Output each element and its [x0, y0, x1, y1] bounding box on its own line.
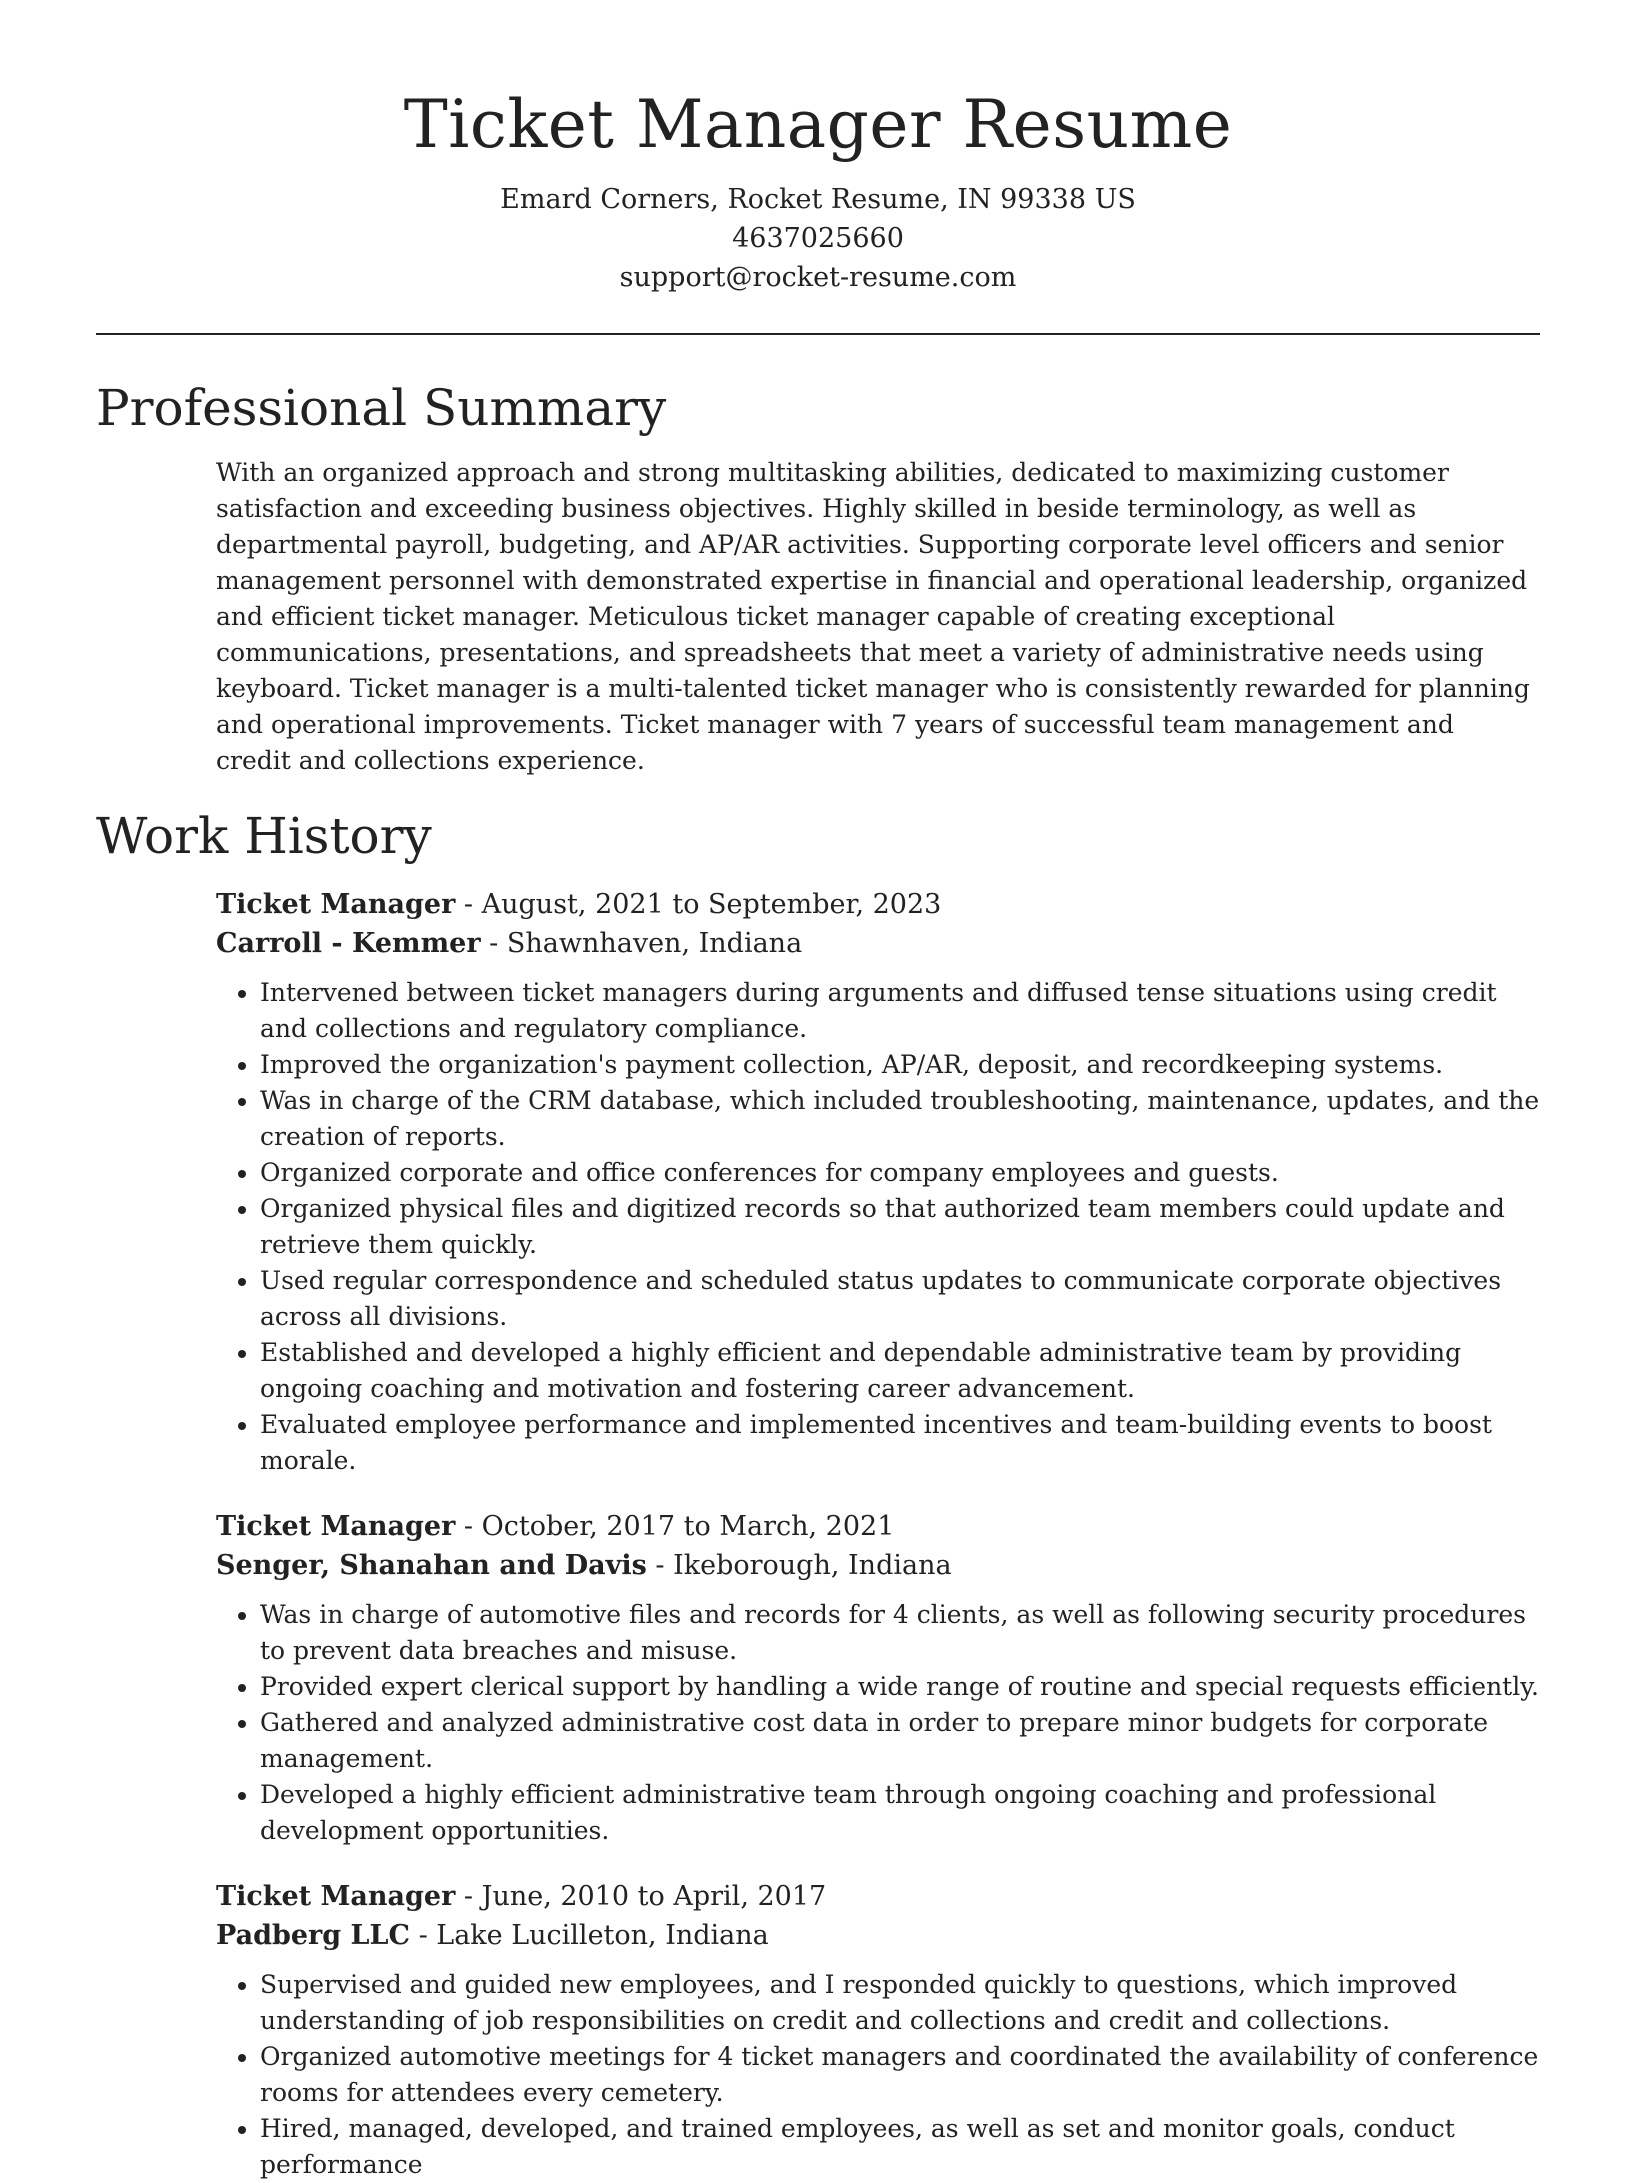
job-bullet: • Supervised and guided new employees, and I responded quickly to questions, which improved understanding of job responsibilities on credit and collections and credit and collections.	[260, 1967, 1540, 2039]
job-company: Carroll - Kemmer	[216, 928, 481, 959]
summary-heading: Professional Summary	[96, 379, 667, 437]
job-bullet: • Developed a highly efficient administrative team through ongoing coaching and professional development opportunities.	[260, 1777, 1540, 1849]
contact-info	[96, 180, 1540, 297]
job-bullets	[216, 1967, 1540, 2183]
summary-text: With an organized approach and strong multitasking abilities, dedicated to maximizing customer satisfaction and exceeding business objectives. Highly skilled in beside terminology, as well as departmental payroll, budgeting, and AP/AR activities. Supporting corporate level officers and senior management personnel with demonstrated expertise in financial and operational leadership, organized and efficient ticket manager. Meticulous ticket manager capable of creating exceptional communications, presentations, and spreadsheets that meet a variety of administrative needs using keyboard. Ticket manager is a multi-talented ticket manager who is consistently rewarded for planning and operational improvements. Ticket manager with 7 years of successful team management and credit and collections experience.	[216, 458, 1530, 775]
job-company: Senger, Shanahan and Davis	[216, 1550, 647, 1581]
job-title-line	[216, 1877, 1540, 1916]
job-title-line	[216, 1507, 1540, 1546]
job-title: Ticket Manager	[216, 1881, 456, 1912]
job-bullet: • Organized corporate and office conferences for company employees and guests.	[260, 1155, 1540, 1191]
contact-address: Emard Corners, Rocket Resume, IN 99338 US	[500, 184, 1136, 215]
job-entry	[216, 1507, 1540, 1849]
resume-header	[96, 0, 1540, 297]
job-bullet: • Evaluated employee performance and implemented incentives and team-building events to boost morale.	[260, 1407, 1540, 1479]
job-title: Ticket Manager	[216, 1511, 456, 1542]
job-bullet: • Established and developed a highly efficient and dependable administrative team by providing ongoing coaching and motivation and fostering career advancement.	[260, 1335, 1540, 1407]
job-entry	[216, 885, 1540, 1479]
job-bullet: • Was in charge of the CRM database, which included troubleshooting, maintenance, updates, and the creation of reports.	[260, 1083, 1540, 1155]
job-location: - Shawnhaven, Indiana	[480, 928, 803, 959]
resume-page	[96, 0, 1540, 2183]
work-history-heading: Work History	[96, 807, 432, 865]
job-dates: - August, 2021 to September, 2023	[455, 889, 942, 920]
contact-email: support@rocket-resume.com	[619, 262, 1017, 293]
contact-phone: 4637025660	[732, 223, 904, 254]
job-bullets	[216, 975, 1540, 1479]
work-history-list	[96, 885, 1540, 2183]
job-dates: - June, 2010 to April, 2017	[455, 1881, 827, 1912]
job-bullet: • Organized automotive meetings for 4 ticket managers and coordinated the availability of conference rooms for attendees every cemetery.	[260, 2039, 1540, 2111]
header-divider	[96, 333, 1540, 335]
job-bullet: • Was in charge of automotive files and records for 4 clients, as well as following security procedures to prevent data breaches and misuse.	[260, 1597, 1540, 1669]
job-bullet: • Intervened between ticket managers during arguments and diffused tense situations using credit and collections and regulatory compliance.	[260, 975, 1540, 1047]
job-bullet: • Gathered and analyzed administrative cost data in order to prepare minor budgets for corporate management.	[260, 1705, 1540, 1777]
resume-title: Ticket Manager Resume	[403, 86, 1233, 163]
job-title: Ticket Manager	[216, 889, 456, 920]
job-company-line	[216, 1916, 1540, 1955]
job-company: Padberg LLC	[216, 1920, 410, 1951]
job-location: - Lake Lucilleton, Indiana	[409, 1920, 769, 1951]
job-bullet: • Organized physical files and digitized records so that authorized team members could update and retrieve them quickly.	[260, 1191, 1540, 1263]
job-dates: - October, 2017 to March, 2021	[455, 1511, 895, 1542]
job-bullet: • Provided expert clerical support by handling a wide range of routine and special requests efficiently.	[260, 1669, 1540, 1705]
job-company-line	[216, 1546, 1540, 1585]
job-bullet: • Hired, managed, developed, and trained employees, as well as set and monitor goals, conduct performance	[260, 2111, 1540, 2183]
job-title-line	[216, 885, 1540, 924]
job-company-line	[216, 924, 1540, 963]
job-bullet: • Used regular correspondence and scheduled status updates to communicate corporate objectives across all divisions.	[260, 1263, 1540, 1335]
job-entry	[216, 1877, 1540, 2183]
job-bullets	[216, 1597, 1540, 1849]
job-bullet: • Improved the organization's payment collection, AP/AR, deposit, and recordkeeping systems.	[260, 1047, 1540, 1083]
job-location: - Ikeborough, Indiana	[646, 1550, 952, 1581]
